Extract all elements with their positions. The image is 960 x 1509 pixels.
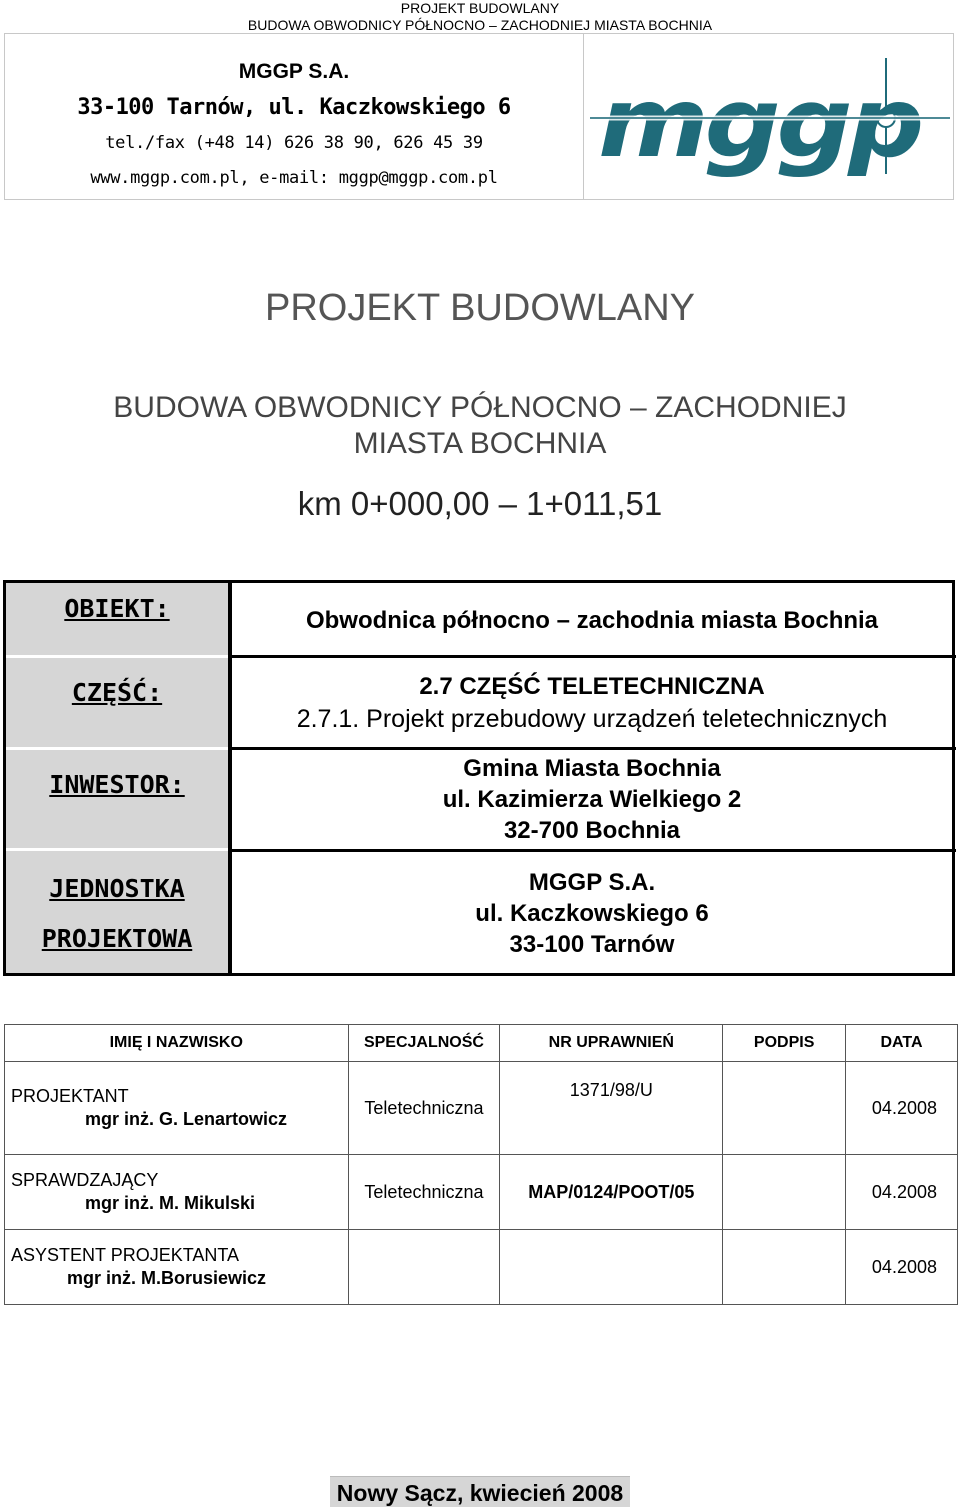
czesc-value-line1: 2.7 CZĘŚĆ TELETECHNICZNA [419,673,765,700]
jednostka-value [232,867,952,960]
running-header-line2: BUDOWA OBWODNICY PÓŁNOCNO – ZACHODNIEJ MIASTA BOCHNIA [247,17,713,33]
specialty-cell: Teletechniczna [348,1155,500,1230]
kilometer-range: km 0+000,00 – 1+011,51 [297,485,663,522]
obiekt-label: OBIEKT: [6,583,228,655]
jednostka-line1: MGGP S.A. [528,869,656,896]
subtitle-line-2: MIASTA BOCHNIA [353,427,607,460]
person-cell [5,1062,349,1155]
czesc-value [232,671,952,735]
running-header [0,0,960,34]
person-name: mgr inż. M.Borusiewicz [67,1268,267,1288]
document-title: PROJEKT BUDOWLANY [264,287,696,329]
header-date: DATA [846,1025,958,1062]
company-name: MGGP S.A. [238,60,350,83]
running-header-line1: PROJEKT BUDOWLANY [400,0,560,16]
signature-cell [723,1062,846,1155]
inwestor-label: INWESTOR: [6,750,228,848]
person-cell [5,1230,349,1305]
permit-cell: 1371/98/U [500,1062,723,1155]
row-divider [232,747,956,750]
header-name: IMIĘ I NAZWISKO [5,1025,349,1062]
permit-cell [500,1230,723,1305]
mggp-logo [590,52,950,182]
table-row [5,1155,958,1230]
person-name: mgr inż. M. Mikulski [85,1193,256,1213]
header-signature: PODPIS [723,1025,846,1062]
place-and-date: Nowy Sącz, kwiecień 2008 [330,1476,630,1507]
inwestor-line1: Gmina Miasta Bochnia [463,755,721,782]
jednostka-label [6,851,228,973]
person-name: mgr inż. G. Lenartowicz [85,1109,288,1129]
date-cell: 04.2008 [846,1062,958,1155]
table-row [5,1062,958,1155]
company-info [5,34,584,199]
person-role: SPRAWDZAJĄCY [11,1170,159,1190]
czesc-value-line2: 2.7.1. Projekt przebudowy urządzeń teletechnicznych [296,705,888,733]
company-tel: tel./fax (+48 14) 626 38 90, 626 45 39 [105,133,483,153]
company-box [4,33,954,200]
specialty-cell: Teletechniczna [348,1062,500,1155]
personnel-table [4,1024,958,1305]
signature-cell [723,1230,846,1305]
person-role: ASYSTENT PROJEKTANTA [11,1245,240,1265]
personnel-header-row [5,1025,958,1062]
table-row [5,1230,958,1305]
czesc-label: CZĘŚĆ: [6,658,228,747]
specialty-cell [348,1230,500,1305]
row-divider [232,849,956,852]
document-subtitle [40,390,920,462]
person-cell [5,1155,349,1230]
inwestor-value [232,753,952,846]
company-web: www.mggp.com.pl, e-mail: mggp@mggp.com.pl [90,168,498,188]
inwestor-line3: 32-700 Bochnia [503,817,681,844]
header-specialty: SPECJALNOŚĆ [348,1025,500,1062]
inwestor-line2: ul. Kazimierza Wielkiego 2 [442,786,742,813]
jednostka-label-line1: JEDNOSTKA [49,874,185,903]
jednostka-line3: 33-100 Tarnów [509,931,675,958]
row-divider [232,655,956,658]
jednostka-line2: ul. Kaczkowskiego 6 [475,900,709,927]
mggp-logo-graphic [590,52,950,182]
svg-text:mggp: mggp [598,67,921,179]
signature-cell [723,1155,846,1230]
permit-cell: MAP/0124/POOT/05 [500,1155,723,1230]
jednostka-label-line2: PROJEKTOWA [41,924,193,953]
date-cell: 04.2008 [846,1155,958,1230]
obiekt-value: Obwodnica północno – zachodnia miasta Bochnia [305,607,879,634]
company-address: 33-100 Tarnów, ul. Kaczkowskiego 6 [77,95,511,120]
object-table [3,580,955,976]
subtitle-line-1: BUDOWA OBWODNICY PÓŁNOCNO – ZACHODNIEJ [113,391,847,424]
date-cell: 04.2008 [846,1230,958,1305]
header-permit: NR UPRAWNIEŃ [500,1025,723,1062]
person-role: PROJEKTANT [11,1086,129,1106]
